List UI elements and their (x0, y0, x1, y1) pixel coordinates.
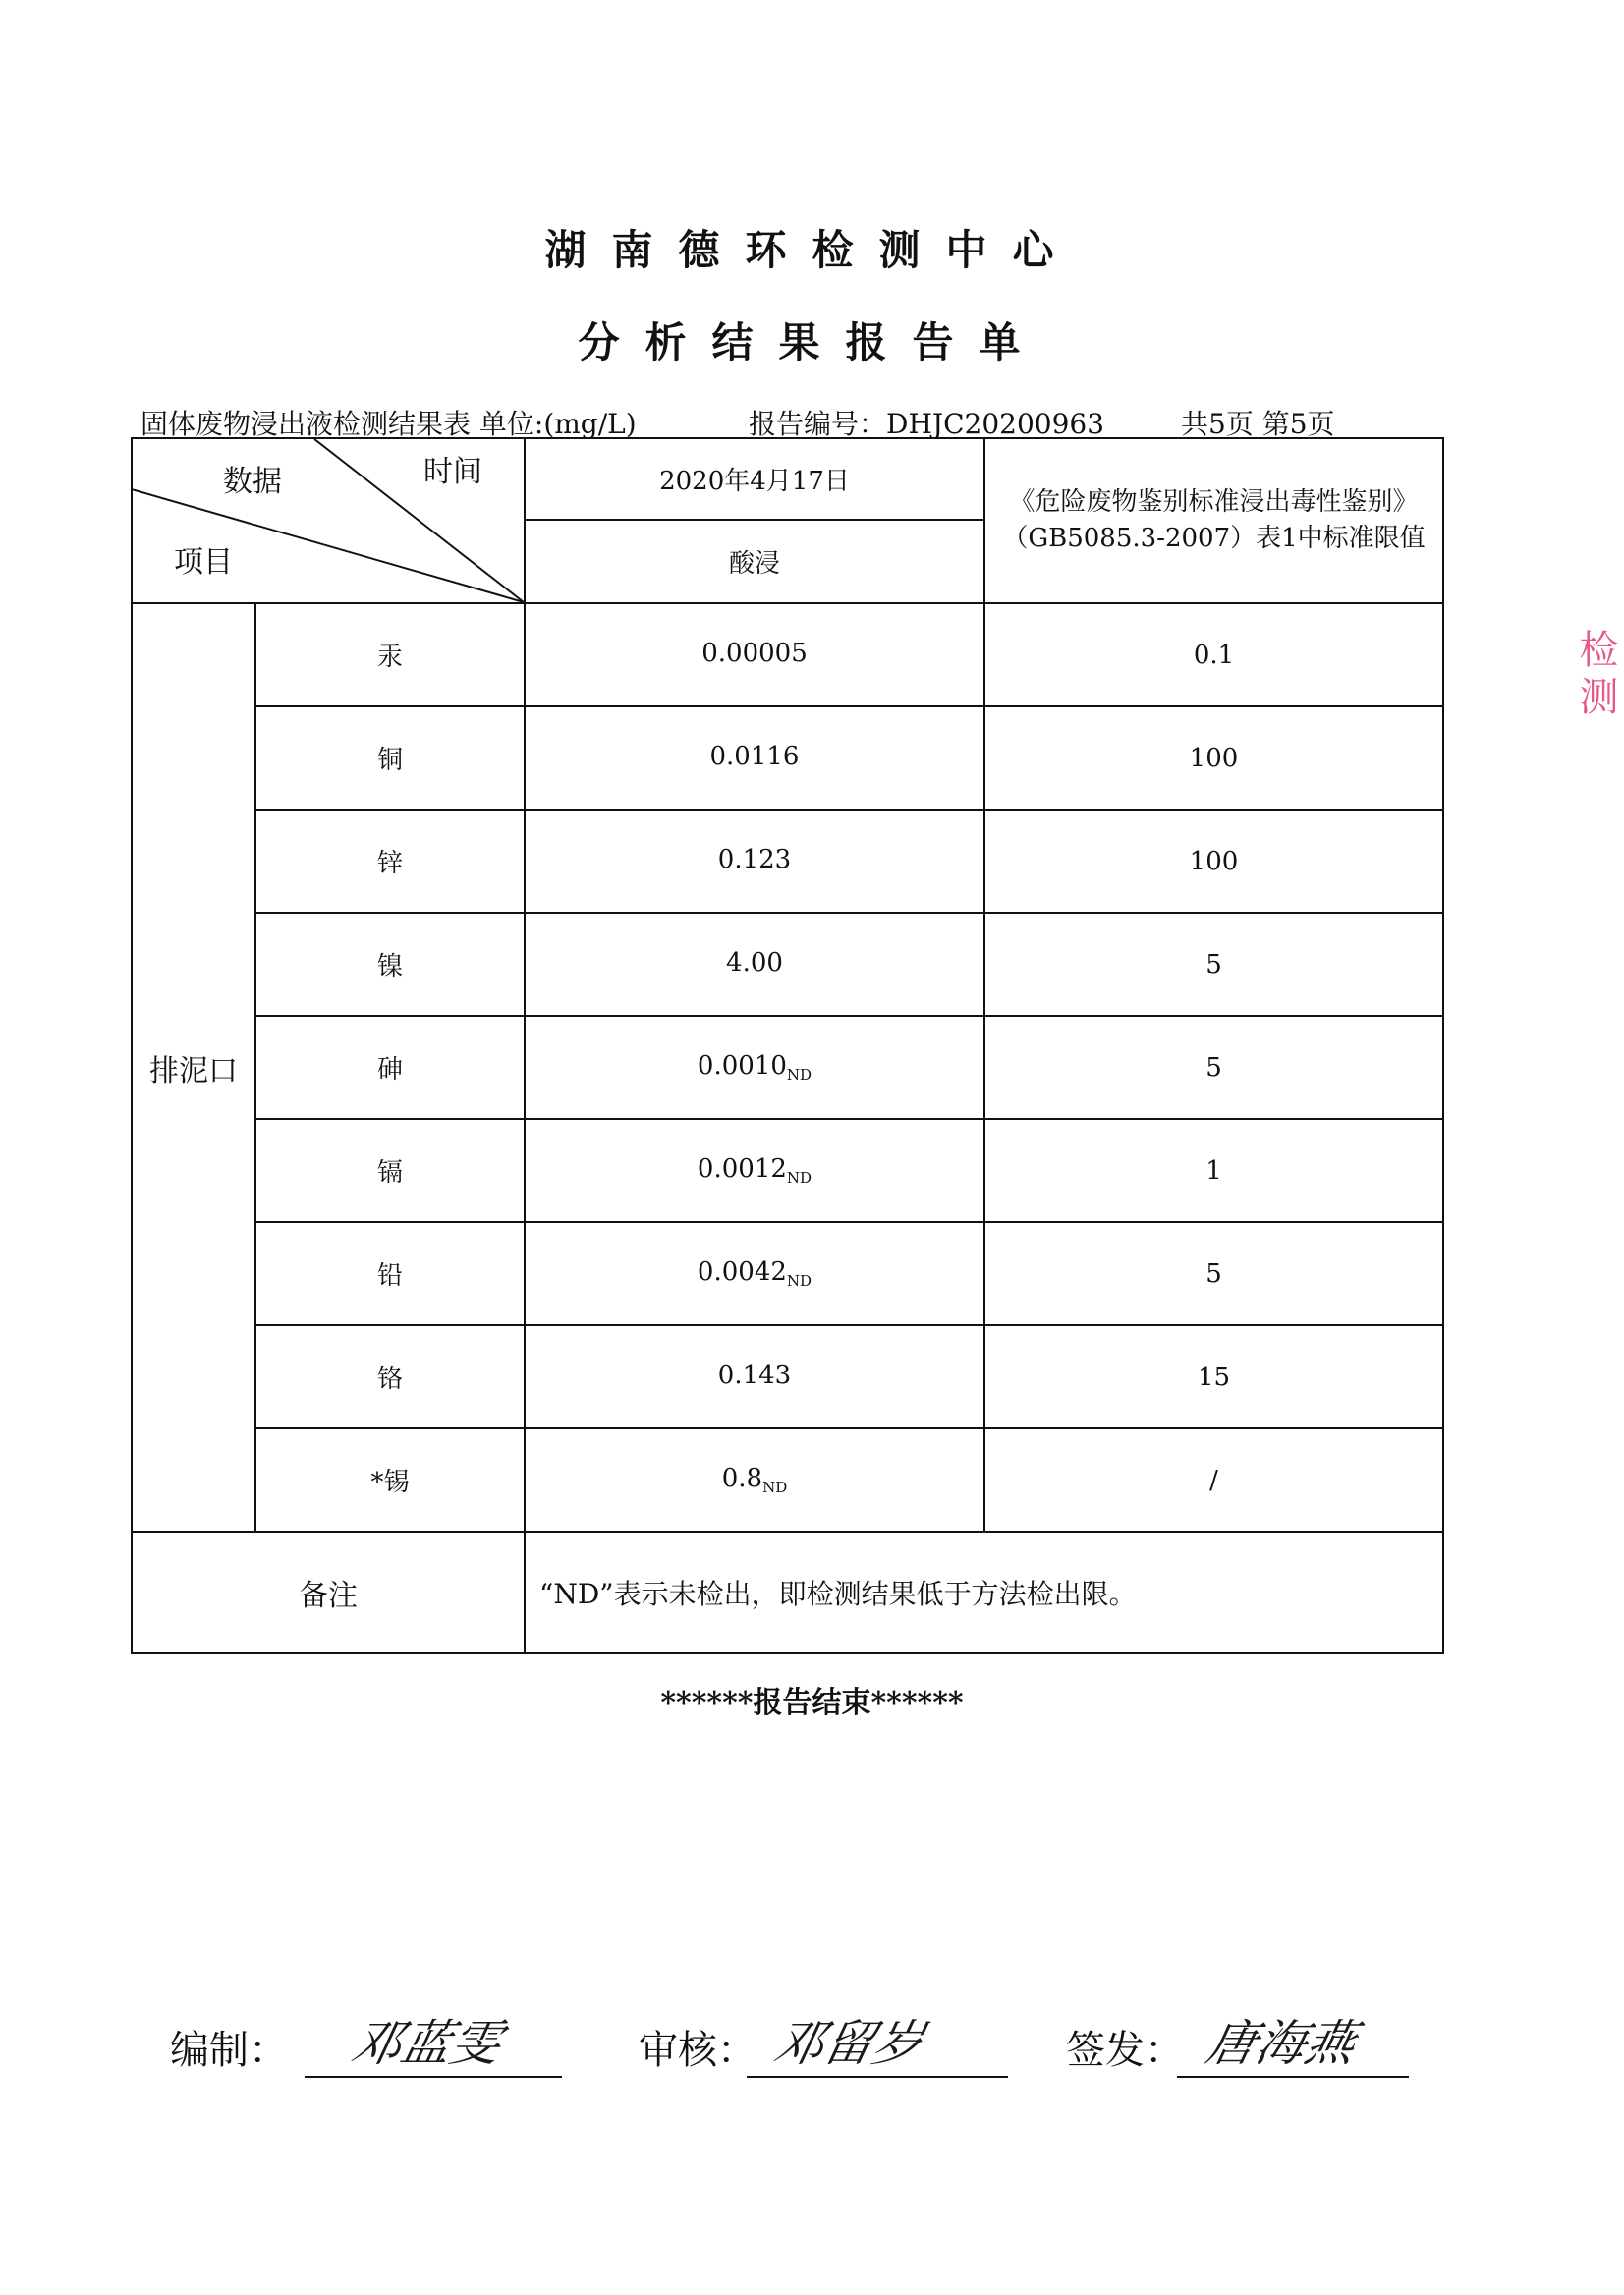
value-cell: $0.0010_{ND}$ (525, 1016, 984, 1119)
item-cell: 铬 (255, 1325, 525, 1428)
corner-label-item: 项目 (174, 545, 233, 580)
table-row (132, 1428, 1443, 1532)
header-corner (132, 438, 525, 603)
value-cell: 0.0116 (525, 706, 984, 810)
limit-cell: 0.1 (984, 603, 1443, 706)
nd-flag: ND (762, 1479, 788, 1496)
limit-cell: 15 (984, 1325, 1443, 1428)
nd-flag: ND (786, 1066, 812, 1084)
value-cell: 0.123 (525, 810, 984, 913)
location-cell: 排泥口 (132, 603, 255, 1532)
reviewed-signature-line (747, 2076, 1008, 2078)
prepared-by-label: 编制： (170, 2028, 288, 2073)
limit-cell: 100 (984, 810, 1443, 913)
value-cell: 0.143 (525, 1325, 984, 1428)
item-cell: *锡 (255, 1428, 525, 1532)
item-cell: 汞 (255, 603, 525, 706)
limit-cell: 5 (984, 1222, 1443, 1325)
header-method: 酸浸 (525, 520, 984, 603)
corner-label-time: 时间 (423, 455, 482, 489)
table-row (132, 810, 1443, 913)
header-date: 2020年4月17日 (525, 438, 984, 520)
table-row (132, 1016, 1443, 1119)
center-title: 湖南德环检测中心 (544, 226, 1080, 274)
note-label: 备注 (132, 1532, 525, 1653)
item-cell: 锌 (255, 810, 525, 913)
value-cell: $0.8_{ND}$ (525, 1428, 984, 1532)
prepared-signature: 邓蓝雯 (346, 2015, 507, 2072)
reviewed-signature: 邓留岁 (768, 2015, 929, 2072)
table-row (132, 1325, 1443, 1428)
value-cell: 4.00 (525, 913, 984, 1016)
limit-cell: 5 (984, 913, 1443, 1016)
item-cell: 砷 (255, 1016, 525, 1119)
item-cell: 铅 (255, 1222, 525, 1325)
limit-cell: 1 (984, 1119, 1443, 1222)
nd-flag: ND (786, 1272, 812, 1290)
table-row (132, 603, 1443, 706)
corner-label-data: 数据 (223, 465, 282, 499)
value-cell: $0.0012_{ND}$ (525, 1119, 984, 1222)
report-end-marker: ******报告结束****** (660, 1686, 964, 1720)
approved-signature: 唐海燕 (1201, 2015, 1362, 2072)
seal-stamp-fragment: 检测 (1573, 629, 1618, 723)
value-cell: 0.00005 (525, 603, 984, 706)
header-standard: 《危险废物鉴别标准浸出毒性鉴别》（GB5085.3-2007）表1中标准限值 (984, 438, 1443, 603)
report-title: 分析结果报告单 (578, 318, 1046, 366)
results-table (131, 437, 1444, 1654)
table-row (132, 913, 1443, 1016)
page-count: 共5页 第5页 (1181, 408, 1335, 440)
value-cell: $0.0042_{ND}$ (525, 1222, 984, 1325)
prepared-signature-line (305, 2076, 562, 2078)
table-row (132, 1222, 1443, 1325)
table-name: 固体废物浸出液检测结果表 单位:(mg/L) (140, 408, 637, 440)
reviewed-by-label: 审核： (639, 2028, 756, 2073)
nd-flag: ND (786, 1169, 812, 1187)
limit-cell: / (984, 1428, 1443, 1532)
approved-signature-line (1177, 2076, 1409, 2078)
item-cell: 铜 (255, 706, 525, 810)
report-number: 报告编号：DHJC20200963 (749, 408, 1105, 440)
approved-by-label: 签发： (1066, 2028, 1184, 2073)
limit-cell: 5 (984, 1016, 1443, 1119)
table-row (132, 1119, 1443, 1222)
item-cell: 镉 (255, 1119, 525, 1222)
note-text: “ND”表示未检出，即检测结果低于方法检出限。 (525, 1532, 1443, 1653)
item-cell: 镍 (255, 913, 525, 1016)
table-row (132, 706, 1443, 810)
limit-cell: 100 (984, 706, 1443, 810)
